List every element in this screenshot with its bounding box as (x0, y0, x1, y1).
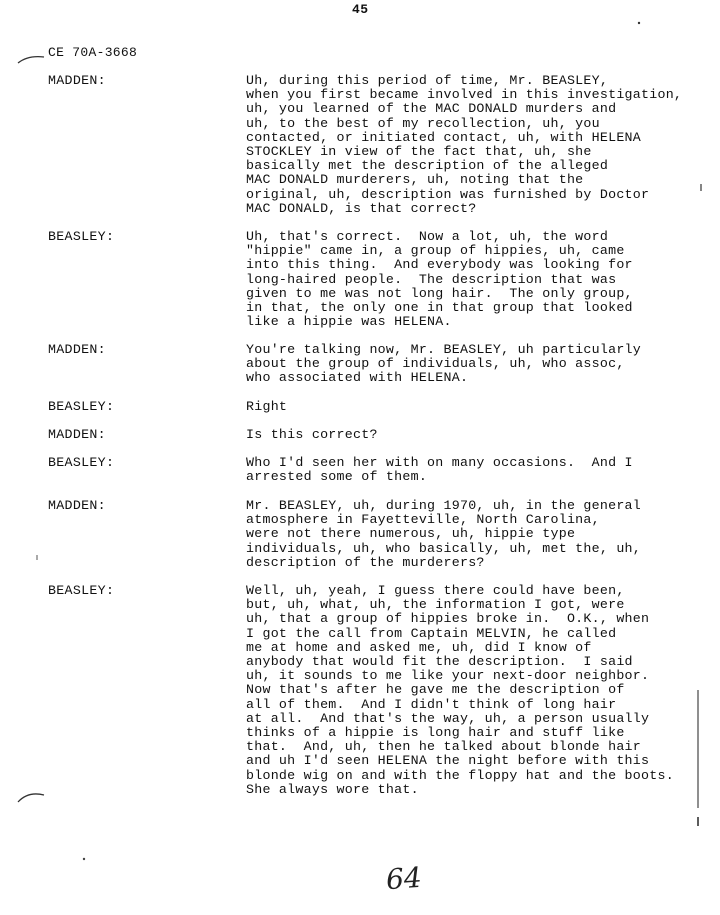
statement-line: MAC DONALD murderers, uh, noting that the (246, 172, 584, 188)
speaker-label: BEASLEY: (48, 399, 115, 414)
scan-speck (80, 856, 88, 862)
statement-line: basically met the description of the alleged (246, 158, 609, 174)
statement-line: Uh, during this period of time, Mr. BEASLEY, (246, 73, 609, 88)
binder-mark-bottom (16, 788, 46, 806)
scan-speck (636, 20, 642, 26)
statement-line: into this thing. And everybody was looking for (246, 257, 633, 273)
statement-line: contacted, or initiated contact, uh, with HELENA (246, 129, 642, 145)
speaker-label: MADDEN: (48, 342, 106, 357)
statement-line: STOCKLEY in view of the fact that, uh, she (246, 144, 592, 159)
statement-line: who associated with HELENA. (246, 370, 469, 386)
statement-line: in that, the only one in that group that looked (246, 300, 633, 315)
statement-line: and uh I'd seen HELENA the night before with this (246, 753, 650, 769)
statement-line: atmosphere in Fayetteville, North Carolina, (246, 512, 600, 528)
margin-edge-line (692, 690, 704, 830)
statement-line: given to me was not long hair. The only group, (246, 285, 633, 301)
statement-line: about the group of individuals, uh, who assoc, (246, 356, 625, 372)
statement-line: that. And, uh, then he talked about blonde hair (246, 739, 642, 755)
scan-speck (698, 183, 704, 193)
statement-line: but, uh, what, uh, the information I got, were (246, 597, 625, 613)
statement-line: uh, that a group of hippies broke in. O.K., when (246, 611, 650, 627)
speaker-label: BEASLEY: (48, 583, 115, 598)
statement-line: at all. And that's the way, uh, a person usually (246, 710, 650, 726)
statement-line: description of the murderers? (246, 554, 485, 570)
handwritten-page-mark: 64 (384, 860, 423, 897)
statement-line: Now that's after he gave me the description of (246, 682, 625, 698)
statement-line: uh, you learned of the MAC DONALD murders and (246, 101, 617, 117)
case-reference: CE 70A-3668 (48, 45, 138, 60)
statement-line: anybody that would fit the description. I said (246, 654, 633, 669)
page-number: 45 (352, 2, 369, 17)
statement-line: arrested some of them. (246, 469, 428, 485)
statement-line: when you first became involved in this investigation, (246, 87, 683, 103)
statement-line: uh, to the best of my recollection, uh, you (246, 115, 600, 131)
statement-line: me at home and asked me, uh, did I know of (246, 639, 592, 655)
statement-line: Who I'd seen her with on many occasions. And I (246, 455, 633, 470)
speaker-label: BEASLEY: (48, 229, 115, 244)
statement-line: MAC DONALD, is that correct? (246, 200, 477, 216)
statement-line: were not there numerous, uh, hippie type (246, 526, 576, 542)
statement-line: Mr. BEASLEY, uh, during 1970, uh, in the general (246, 498, 642, 513)
statement-line: Well, uh, yeah, I guess there could have been, (246, 583, 625, 598)
statement-line: all of them. And I didn't think of long hair (246, 696, 617, 712)
statement-line: Is this correct? (246, 427, 378, 442)
statement-line: thinks of a hippie is long hair and stuff like (246, 725, 625, 740)
statement-line: original, uh, description was furnished by Doctor (246, 186, 650, 202)
statement-line: long-haired people. The description that was (246, 271, 617, 287)
scan-speck (34, 554, 40, 562)
statement-line: like a hippie was HELENA. (246, 314, 452, 330)
statement-line: I got the call from Captain MELVIN, he called (246, 625, 617, 641)
speaker-label: BEASLEY: (48, 455, 115, 470)
statement-line: "hippie" came in, a group of hippies, uh, came (246, 243, 625, 259)
speaker-label: MADDEN: (48, 427, 106, 442)
statement-line: Uh, that's correct. Now a lot, uh, the word (246, 229, 609, 244)
statement-line: individuals, uh, who basically, uh, met the, uh, (246, 540, 642, 556)
speaker-label: MADDEN: (48, 498, 106, 513)
statement-line: Right (246, 399, 288, 414)
speaker-label: MADDEN: (48, 73, 106, 88)
statement-line: blonde wig on and with the floppy hat and the boots. (246, 767, 674, 783)
statement-line: You're talking now, Mr. BEASLEY, uh particularly (246, 342, 642, 357)
statement-line: She always wore that. (246, 781, 419, 797)
binder-mark-top (16, 52, 46, 66)
statement-line: uh, it sounds to me like your next-door neighbor. (246, 668, 650, 684)
